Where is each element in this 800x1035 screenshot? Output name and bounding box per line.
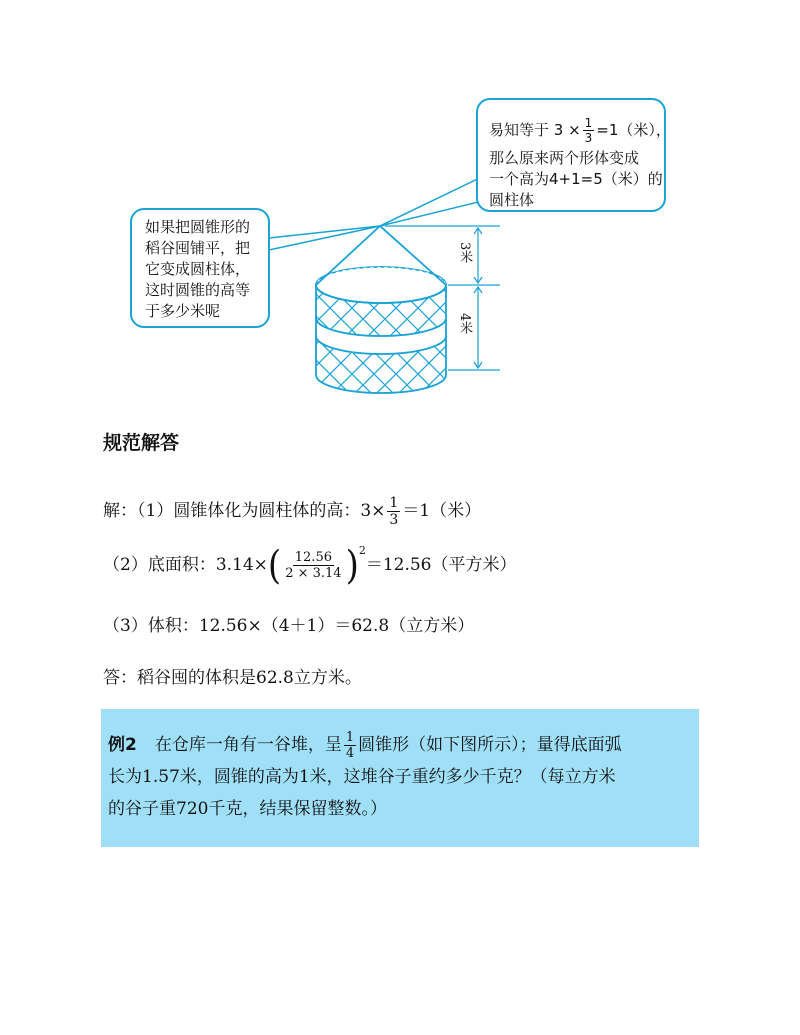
fraction-one-quarter: $\frac{1}{4}$ <box>345 730 355 761</box>
speech-bubble-left <box>130 208 270 328</box>
bubble-right-line4: 圆柱体 <box>489 191 535 209</box>
bubble-left-line: 它变成圆柱体， <box>145 260 251 278</box>
bubble-left-line: 这时圆锥的高等 <box>145 281 251 299</box>
example-line2: 长为1.57米，圆锥的高为1米，这堆谷子重约多少千克？（每立方米 <box>108 767 616 787</box>
bubble-right-line2: 那么原来两个形体变成 <box>489 149 640 167</box>
fraction-base-radius: $\frac{12.56}{2 \times 3.14}$ <box>285 550 342 581</box>
solution-answer: 答：稻谷囤的体积是62.8立方米。 <box>103 668 362 688</box>
cone <box>316 226 446 303</box>
bubble-right-line1: 易知等于 3 × $\frac{1}{3}$ =1（米）， <box>489 116 671 145</box>
fraction-one-third: $\frac{1}{3}$ <box>389 495 399 528</box>
exponent: 2 <box>358 544 366 557</box>
example-label: 例2 <box>108 735 137 755</box>
right-paren: ) <box>345 542 359 589</box>
dimension-label-top: 3米 <box>457 242 472 264</box>
solution-step-2: （2）底面积：3.14×( $\frac{12.56}{2 \times 3.14}$ )$^2$＝12.56（平方米） <box>103 542 517 589</box>
example-line1: 例2 在仓库一角有一谷堆，呈 $\frac{1}{4}$ 圆锥形（如下图所示）；量得底面弧 <box>108 730 622 761</box>
solution-step-3: （3）体积：12.56×（4＋1）＝62.8（立方米） <box>103 616 475 636</box>
example-line3: 的谷子重720千克，结果保留整数。） <box>108 799 387 819</box>
solution-step-1: 解：（1）圆锥体化为圆柱体的高：3× $\frac{1}{3}$ ＝1（米） <box>103 495 482 528</box>
bubble-right-line3: 一个高为4+1=5（米）的 <box>489 170 663 188</box>
bubble-left-line: 于多少米呢 <box>145 302 221 320</box>
speech-bubble-right <box>476 98 671 212</box>
dimension-label-bottom: 4米 <box>457 313 472 335</box>
cone-cylinder-figure <box>0 0 800 410</box>
fraction-one-third: $\frac{1}{3}$ <box>584 116 593 145</box>
left-paren: ( <box>267 542 282 589</box>
section-title: 规范解答 <box>103 432 180 454</box>
bubble-left-line: 稻谷囤铺平，把 <box>145 239 251 257</box>
bubble-left-line: 如果把圆锥形的 <box>145 218 251 236</box>
example-problem-box <box>101 709 699 847</box>
